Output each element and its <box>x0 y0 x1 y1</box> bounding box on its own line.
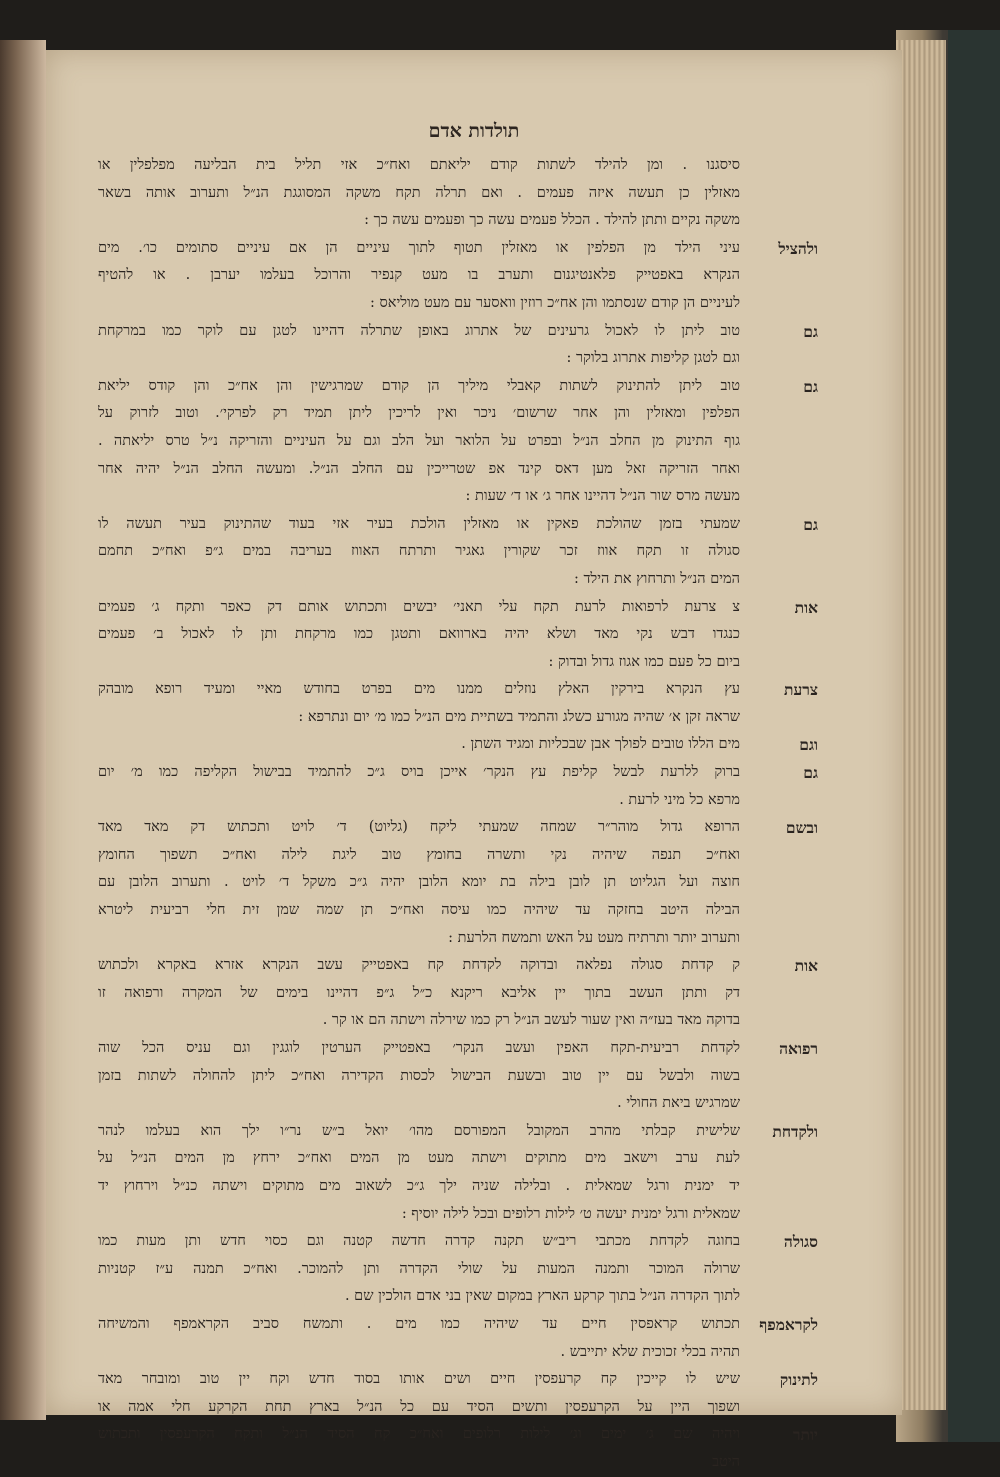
line-text: שראה זקן א׳ שהיה מגורע כשלג והתמיד בשתיית מים הנ״ל כמו מ׳ יום ונתרפא : <box>298 708 740 725</box>
text-line <box>98 373 818 401</box>
line-text: בשוה ולבשל עם יין טוב ובשעת הבישול לכסות הקדירה ואח״כ ליתן להחולה לשתות בזמן <box>98 1067 740 1084</box>
text-line <box>98 1339 818 1367</box>
text-line <box>98 1394 818 1422</box>
text-line <box>98 262 818 290</box>
text-line <box>98 1256 818 1284</box>
line-text: לקדחת רביעית-תקח האפין ועשב הנקר׳ באפטייק הערטין לוגגין וגם עניס הכל שוה <box>98 1040 740 1056</box>
line-text: מעשה מרס שור הנ״ל דהיינו אחר ג׳ או ד׳ שעות : <box>465 488 740 505</box>
line-text: שרולה המוכר ותמנה המעות על שולי הקדרה ותן להמוכר. ואח״כ תמנה ע״ז קטניות <box>98 1260 740 1277</box>
line-text: משקה נקיים ותתן להילד . הכלל פעמים עשה כך ופעמים עשה כך : <box>364 212 740 229</box>
text-line <box>98 207 818 235</box>
line-text: לעיניים הן קודם שנסתמו והן אח״כ רוזין וואסער עם מעט מוליאס : <box>370 294 740 311</box>
text-line <box>98 731 818 759</box>
text-line <box>98 676 818 704</box>
margin-keyword: גם <box>803 376 818 396</box>
book-left-page-edge <box>0 40 46 1420</box>
text-line <box>98 925 818 953</box>
text-line <box>98 1035 818 1063</box>
line-text: בדוקה מאד בעז״ה ואין שעור לעשב הנ״ל רק כמו שירלה וישתה הם או קר . <box>322 1012 740 1029</box>
text-line <box>98 1421 818 1449</box>
margin-keyword: רפואה <box>779 1039 818 1058</box>
line-text: שלישית קבלתי מהרב המקובל המפורסם מהו׳ יואל ב״ש נר״ו ילך הוא בעלמו לנהר <box>98 1122 740 1139</box>
margin-keyword: ולהציל <box>778 238 818 258</box>
line-text: כנגדו דבש נקי מאד ושלא יהיה בארוואם ותטגן כמו מרקחת ותן לו לאכול ב׳ פעמים <box>98 626 740 643</box>
margin-keyword: יותר <box>792 1425 818 1445</box>
text-line <box>98 1063 818 1091</box>
book-right-edge <box>896 30 1000 1442</box>
text-line <box>98 980 818 1008</box>
line-text: טוב ליתן לו לאכול גרעינים של אתרוג באופן שתרלה דהיינו לטגן עם לוקר כמו במרקחת <box>98 322 740 339</box>
text-line <box>98 759 818 787</box>
line-text: הבילה היטב בחזקה עד שיהיה כמו עיסה ואח״כ תן שמה שמן זית חלי רביעית ליטרא <box>98 902 740 919</box>
line-text: שמרגיש ביאת החולי . <box>617 1095 740 1112</box>
margin-keyword: וגם <box>799 735 818 755</box>
line-text: מאזלין כן תעשה איזה פעמים . ואם תרלה תקח משקה המסוגגת הנ״ל ותערוב אותה בשאר <box>98 184 740 201</box>
text-line <box>98 1118 818 1146</box>
text-line <box>98 594 818 622</box>
line-text: יד ימנית ורגל שמאלית . ובלילה שניה ילך ג״כ לשאוב מים מתוקים וישתה כנ״ל וירחוץ יד <box>98 1177 740 1194</box>
line-text: תכתוש קראפסין חיים עד שיהיה כמו מים . ותמשח סביב הקראמפף והמשיחה <box>98 1315 740 1332</box>
text-line <box>98 1145 818 1173</box>
line-text: הנקרא באפטייק פלאנטיגנום ותערב בו מעט קנפיר והרוכל בעלמו יערבן . או להטיף <box>98 267 740 284</box>
line-text: צ צרעת לרפואות לרעת תקח עלי תאני׳ יבשים ותכתוש אותם דק כאפר ותקח ג׳ פעמים <box>98 598 740 615</box>
text-line <box>98 566 818 594</box>
line-text: עץ הנקרא בירקין האלץ נוזלים ממנו מים בפרט בחודש מאיי ומעיד רופא מובהק <box>98 681 740 698</box>
margin-keyword: לתינוק <box>779 1370 818 1390</box>
text-line <box>98 787 818 815</box>
text-line <box>98 952 818 980</box>
line-text: בחוגה לקדחת מכתבי ריב״ש תקנה קדרה חדשה קטנה וגם כסוי חדש ותן מעות כמו <box>98 1233 740 1250</box>
line-text: המים הנ״ל ותרחוץ את הילד : <box>573 570 740 587</box>
text-line <box>98 1311 818 1339</box>
text-line <box>98 318 818 346</box>
margin-keyword: אות <box>794 597 818 617</box>
text-line <box>98 1283 818 1311</box>
text-line <box>98 897 818 925</box>
text-line <box>98 180 818 208</box>
line-text: לתוך הקדרה הנ״ל בתוך קרקע הארץ במקום שאין בני אדם הולכין שם . <box>344 1288 740 1305</box>
line-text: חוצה ועל הגליוט תן לובן בילה בת יומא הלובן יהיה ג״כ משקל ד׳ לויט . ותערוב הלובן עם <box>98 874 740 891</box>
margin-keyword: סגולה <box>783 1232 818 1252</box>
text-line <box>98 235 818 263</box>
text-line <box>98 1449 818 1477</box>
line-text: ואחר הזריקה זאל מען דאס קינד אפ שטרייכין עם החלב הנ״ל. ומעשה החלב הנ״ל יהיה אחר <box>98 460 740 477</box>
text-line <box>98 483 818 511</box>
text-line <box>98 842 818 870</box>
line-text: הפלפין ומאזלין והן אחר שרשום׳ ניכר ואין לריכין ליתן תמיד רק לפרקי׳. וטוב לזרוק על <box>98 405 740 422</box>
text-line <box>98 621 818 649</box>
margin-keyword: ובשם <box>785 818 818 838</box>
line-text: מים הללו טובים לפולך אבן שבכליות ומגיד השתן . <box>461 736 740 753</box>
margin-keyword: גם <box>803 321 818 341</box>
line-text: לעת ערב וישאב מים מתוקים וישתה מעט מן המים ואח״כ ירחץ מן המים הנ״ל על <box>98 1150 740 1167</box>
text-line <box>98 649 818 677</box>
running-header: תולדות אדם <box>428 120 520 142</box>
text-line <box>98 152 818 180</box>
text-line <box>98 1228 818 1256</box>
line-text: ותערוב יותר ותרתיח מעט על האש ותמשח הלרעת : <box>448 929 740 946</box>
line-text: מרפא כל מיני לרעת . <box>619 791 740 808</box>
page-block-edges <box>896 40 946 1410</box>
margin-keyword: גם <box>803 763 818 783</box>
line-text: סיסגנו . ומן להילד לשתות קודם יליאתם ואח״כ אזי תליל בית הבליעה מפלפלין או <box>98 157 740 173</box>
line-text: ושפוך היין על הקרעפסין ותשים הסיד עם כל הנ״ל בארץ תחת הקרקע חלי אמה או <box>98 1398 740 1415</box>
text-line <box>98 704 818 732</box>
line-text: הרופא גדול מוהר״ר שמחה שמעתי ליקח (גליוט) ד׳ לויט ותכתוש דק מאד מאד <box>98 819 740 836</box>
text-line <box>98 511 818 539</box>
line-text: וגם לטגן קליפות אתרוג בלוקר : <box>566 350 740 367</box>
line-text: ק קדחת סגולה נפלאה ובדוקה לקדחת קח באפטייק עשב הנקרא אזרא באקרא ולכתוש <box>98 957 740 974</box>
text-line <box>98 1007 818 1035</box>
text-line <box>98 814 818 842</box>
book-page <box>46 50 902 1470</box>
line-text: ויהיה שם ג׳ ימים וג׳ לילות רלופים ואח״כ קח הסיד הנ״ל ותקח הקרעפסין ותכתוש <box>98 1426 740 1443</box>
line-text: שמעתי בזמן שהולכת פאקין או מאזלין הולכת בעיר אזי בעוד שהתינוק בעיר תעשה לו <box>98 515 740 532</box>
text-line <box>98 1366 818 1394</box>
line-text: גוף התינוק מן החלב הנ״ל ובפרט על הלואר ועל הלב וגם על העיניים והזריקה נ״ל טרס יליאתה . <box>98 432 740 449</box>
text-line <box>98 428 818 456</box>
text-line <box>98 456 818 484</box>
text-line <box>98 1090 818 1118</box>
text-line <box>98 538 818 566</box>
page-text-body <box>98 152 818 1477</box>
line-text: תהיה בכלי זכוכית שלא יתייבש . <box>560 1343 740 1360</box>
text-line <box>98 400 818 428</box>
text-line <box>98 1201 818 1229</box>
line-text: ברוק ללרעת לבשל קליפת עץ הנקר׳ אייכן בויס ג״כ להתמיד בבישול הקליפה כמו מ׳ יום <box>98 764 740 781</box>
line-text: שיש לו קייכין קח קרעפסין חיים ושים אותו בסוד חדש וקח יין טוב ומובחר מאד <box>98 1371 740 1388</box>
text-line <box>98 290 818 318</box>
line-text: טוב ליתן להתינוק לשתות קאבלי מיליך הן קודם שמרגישין והן אח״כ והן קודס יליאת <box>98 377 740 394</box>
margin-keyword: צרעת <box>784 680 818 700</box>
margin-keyword: לקראמפף <box>759 1314 818 1334</box>
text-line <box>98 345 818 373</box>
text-line <box>98 1173 818 1201</box>
text-line <box>98 869 818 897</box>
margin-keyword: ולקדחת <box>772 1121 818 1141</box>
book-cover <box>948 30 1000 1442</box>
line-text: היטב <box>712 1453 740 1470</box>
line-text: עיני הילד מן הפלפין או מאזלין תטוף לתוך עיניים הן אם עיניים סתומים כו׳. מים <box>98 239 740 256</box>
margin-keyword: אות <box>794 956 818 976</box>
line-text: סגולה זו תקח אווז זכר שקורין גאגיר ותרתח האווז בעריבה במים ג״פ ואח״כ תחמם <box>98 543 740 560</box>
line-text: דק ותתן העשב בתוך יין אליבא ריקנא כ״ל ג״פ דהיינו בימים של המקרה ורפואה זו <box>98 984 740 1001</box>
line-text: ואח״כ תנפה שיהיה נקי ותשרה בחומץ טוב ליגת לילה ואח״כ תשפוך החומץ <box>98 846 740 863</box>
line-text: ביום כל פעם כמו אגוז גדול ובדוק : <box>548 653 740 670</box>
margin-keyword: גם <box>803 514 818 534</box>
line-text: שמאלית ורגל ימנית יעשה ט׳ לילות רלופים ובכל לילה יוסיף : <box>401 1205 740 1222</box>
